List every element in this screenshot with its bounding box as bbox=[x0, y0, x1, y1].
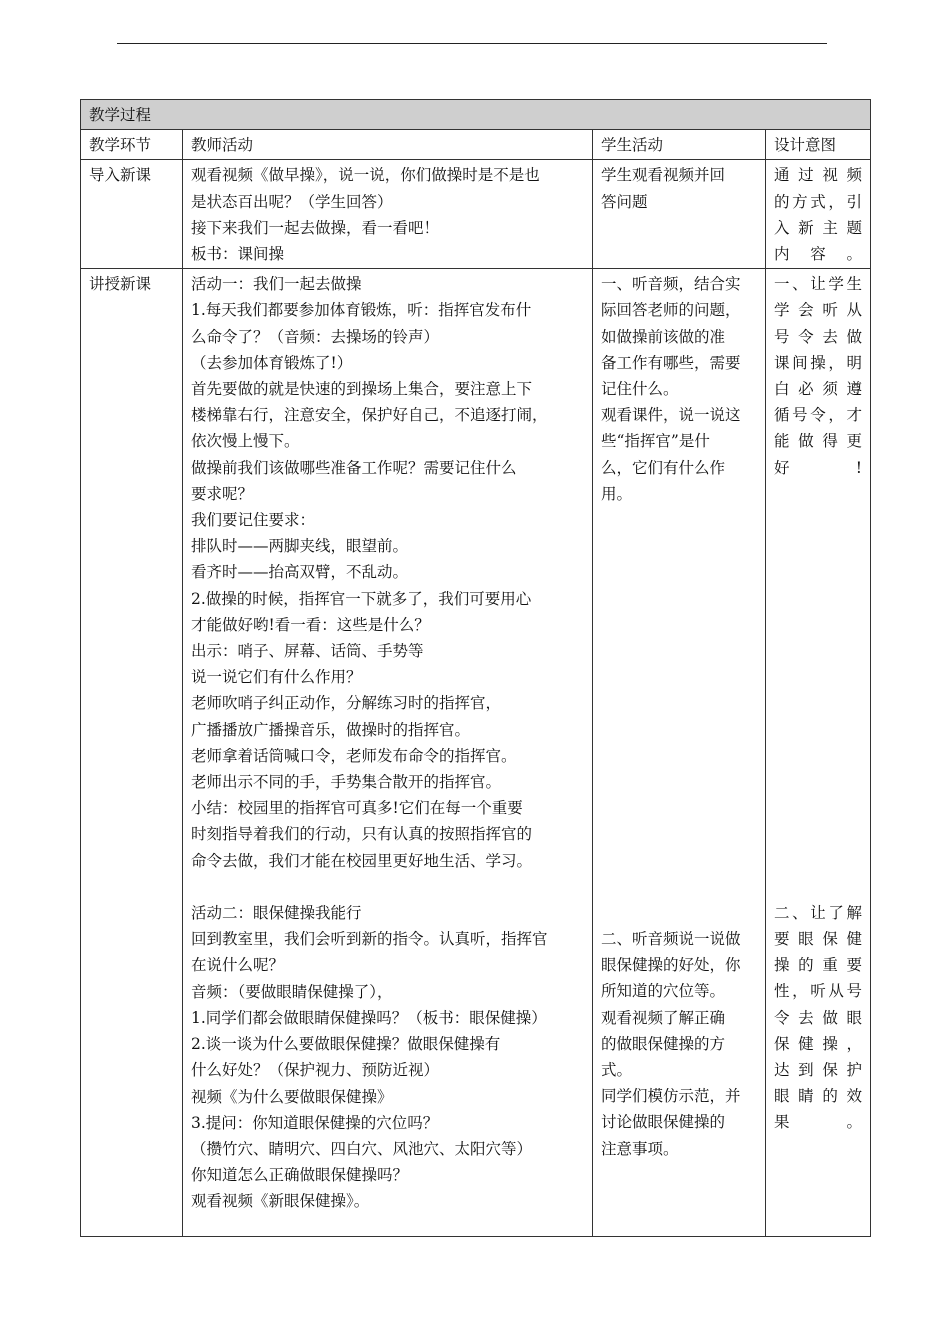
text-line: 2.谈一谈为什么要做眼保健操？做眼保健操有 bbox=[191, 1035, 501, 1054]
text-line: 令去做眼 bbox=[774, 1008, 863, 1027]
text-line: 二、让了解 bbox=[774, 903, 863, 922]
design-intent-two bbox=[774, 900, 862, 1136]
text-line: 依次慢上慢下。 bbox=[191, 432, 300, 451]
text-line: 你知道怎么正确做眼保健操吗？ bbox=[191, 1166, 409, 1185]
design-intent-intro bbox=[766, 160, 871, 269]
text-line: 好! bbox=[774, 458, 863, 477]
teacher-activity-intro bbox=[183, 160, 593, 269]
text-line: 广播播放广播操音乐，做操时的指挥官。 bbox=[191, 720, 471, 739]
text-line: 小结：校园里的指挥官可真多!它们在每一个重要 bbox=[191, 799, 523, 818]
text-line: 老师出示不同的手，手势集合散开的指挥官。 bbox=[191, 773, 502, 792]
text-line: 性，听从号 bbox=[774, 982, 863, 1001]
text-line: 说一说它们有什么作用？ bbox=[191, 668, 362, 687]
text-line: 的做眼保健操的方 bbox=[601, 1034, 726, 1053]
design-intent-one bbox=[774, 271, 862, 481]
table-row-intro bbox=[81, 160, 871, 269]
text-line: 出示：哨子、屏幕、话筒、手势等 bbox=[191, 642, 424, 661]
text-line: 音频：（要做眼睛保健操了）， bbox=[191, 982, 393, 1001]
student-activity-two bbox=[601, 926, 757, 1162]
text-line: 如做操前该做的准 bbox=[601, 327, 726, 346]
text-line: 式。 bbox=[601, 1061, 633, 1080]
text-line: 二、听音频说一说做 bbox=[601, 930, 741, 949]
teacher-activity-one bbox=[191, 271, 584, 874]
student-activity-teach bbox=[593, 269, 766, 1237]
text-line: 接下来我们一起去做操，看一看吧！ bbox=[191, 218, 440, 237]
text-line: 的方式，引 bbox=[774, 192, 863, 211]
text-line: 楼梯靠右行，注意安全，保护好自己，不追逐打闹， bbox=[191, 406, 548, 425]
text-line: 老师拿着话筒喊口令，老师发布命令的指挥官。 bbox=[191, 746, 517, 765]
text-line: 循号令，才 bbox=[774, 406, 863, 425]
text-line: 要求呢？ bbox=[191, 484, 254, 503]
teacher-activity-two bbox=[191, 900, 584, 1214]
stage-intro: 导入新课 bbox=[81, 160, 183, 269]
text-line: 活动二：眼保健操我能行 bbox=[191, 904, 362, 923]
text-line: 才能做好哟!看一看：这些是什么？ bbox=[191, 615, 430, 634]
text-line: 用。 bbox=[601, 484, 633, 503]
section-title: 教学过程 bbox=[81, 100, 871, 130]
text-line: 通过视频 bbox=[774, 166, 863, 185]
text-line: 同学们模仿示范，并 bbox=[601, 1087, 741, 1106]
student-activity-one bbox=[601, 271, 757, 507]
text-line: 3.提问：你知道眼保健操的穴位吗？ bbox=[191, 1113, 439, 1132]
text-line: 答问题 bbox=[601, 192, 648, 211]
header-intent: 设计意图 bbox=[766, 130, 871, 160]
header-teacher: 教师活动 bbox=[183, 130, 593, 160]
text-line: 内容。 bbox=[774, 245, 863, 264]
student-activity-intro bbox=[593, 160, 766, 269]
text-line: 视频《为什么要做眼保健操》 bbox=[191, 1087, 393, 1106]
text-line: 所知道的穴位等。 bbox=[601, 982, 726, 1001]
text-line: 能做得更 bbox=[774, 432, 863, 451]
section-title-row bbox=[81, 100, 871, 130]
text-line: 时刻指导着我们的行动，只有认真的按照指挥官的 bbox=[191, 825, 533, 844]
design-intent-teach bbox=[766, 269, 871, 1237]
text-line: 观看视频了解正确 bbox=[601, 1008, 726, 1027]
header-rule bbox=[117, 43, 827, 44]
text-line: 眼保健操的好处，你 bbox=[601, 956, 741, 975]
teacher-activity-teach bbox=[183, 269, 593, 1237]
text-line: 白必须遵 bbox=[774, 380, 863, 399]
text-line: 么，它们有什么作 bbox=[601, 458, 726, 477]
text-line: 学会听从 bbox=[774, 301, 863, 320]
text-line: 一、听音频，结合实 bbox=[601, 275, 741, 294]
text-line: 讨论做眼保健操的 bbox=[601, 1113, 726, 1132]
text-line: 看齐时——抬高双臂，不乱动。 bbox=[191, 563, 409, 582]
text-line: 板书：课间操 bbox=[191, 245, 285, 264]
stage-teach: 讲授新课 bbox=[81, 269, 183, 1237]
text-line: 我们要记住要求： bbox=[191, 511, 316, 530]
text-line: 操的重要 bbox=[774, 956, 863, 975]
text-line: 注意事项。 bbox=[601, 1139, 679, 1158]
text-line: 号令去做 bbox=[774, 327, 863, 346]
text-line: 记住什么。 bbox=[601, 380, 679, 399]
text-line: 什么好处？（保护视力、预防近视） bbox=[191, 1061, 440, 1080]
text-line: 做操前我们该做哪些准备工作呢？需要记住什么 bbox=[191, 458, 517, 477]
text-line: 1.每天我们都要参加体育锻炼，听：指挥官发布什 bbox=[191, 301, 532, 320]
text-line: 2.做操的时候，指挥官一下就多了，我们可要用心 bbox=[191, 589, 532, 608]
text-line: 达到保护 bbox=[774, 1061, 863, 1080]
text-line: 观看视频《做早操》，说一说，你们做操时是不是也 bbox=[191, 166, 540, 185]
text-line: 么命令了？（音频：去操场的铃声） bbox=[191, 327, 440, 346]
text-line: 回到教室里，我们会听到新的指令。认真听，指挥官 bbox=[191, 930, 548, 949]
text-line: 备工作有哪些，需要 bbox=[601, 353, 741, 372]
text-line: （攒竹穴、睛明穴、四白穴、风池穴、太阳穴等） bbox=[191, 1139, 533, 1158]
text-line: 入新主题 bbox=[774, 218, 863, 237]
text-line: 命令去做，我们才能在校园里更好地生活、学习。 bbox=[191, 851, 533, 870]
text-line: 学生观看视频并回 bbox=[601, 166, 726, 185]
text-line: 老师吹哨子纠正动作，分解练习时的指挥官， bbox=[191, 694, 502, 713]
text-line: 在说什么呢？ bbox=[191, 956, 285, 975]
header-student: 学生活动 bbox=[593, 130, 766, 160]
text-line: 课间操，明 bbox=[774, 353, 863, 372]
text-line: 排队时——两脚夹线，眼望前。 bbox=[191, 537, 409, 556]
table-row-teach bbox=[81, 269, 871, 1237]
text-line: 1.同学们都会做眼睛保健操吗？（板书：眼保健操） bbox=[191, 1008, 547, 1027]
text-line: 一、让学生 bbox=[774, 275, 863, 294]
text-line: 要眼保健 bbox=[774, 930, 863, 949]
text-line: 观看课件，说一说这 bbox=[601, 406, 741, 425]
text-line: 观看视频《新眼保健操》。 bbox=[191, 1192, 370, 1211]
header-row bbox=[81, 130, 871, 160]
text-line: 首先要做的就是快速的到操场上集合，要注意上下 bbox=[191, 380, 533, 399]
text-line: 际回答老师的问题， bbox=[601, 301, 741, 320]
text-line: 眼睛的效 bbox=[774, 1087, 863, 1106]
lesson-plan-table bbox=[80, 99, 871, 1237]
text-line: 果。 bbox=[774, 1113, 863, 1132]
text-line: 保健操， bbox=[774, 1034, 863, 1053]
text-line: 活动一：我们一起去做操 bbox=[191, 275, 362, 294]
text-line: （去参加体育锻炼了!） bbox=[191, 353, 353, 372]
text-line: 些“指挥官”是什 bbox=[601, 432, 710, 451]
text-line: 是状态百出呢？（学生回答） bbox=[191, 192, 393, 211]
header-stage: 教学环节 bbox=[81, 130, 183, 160]
